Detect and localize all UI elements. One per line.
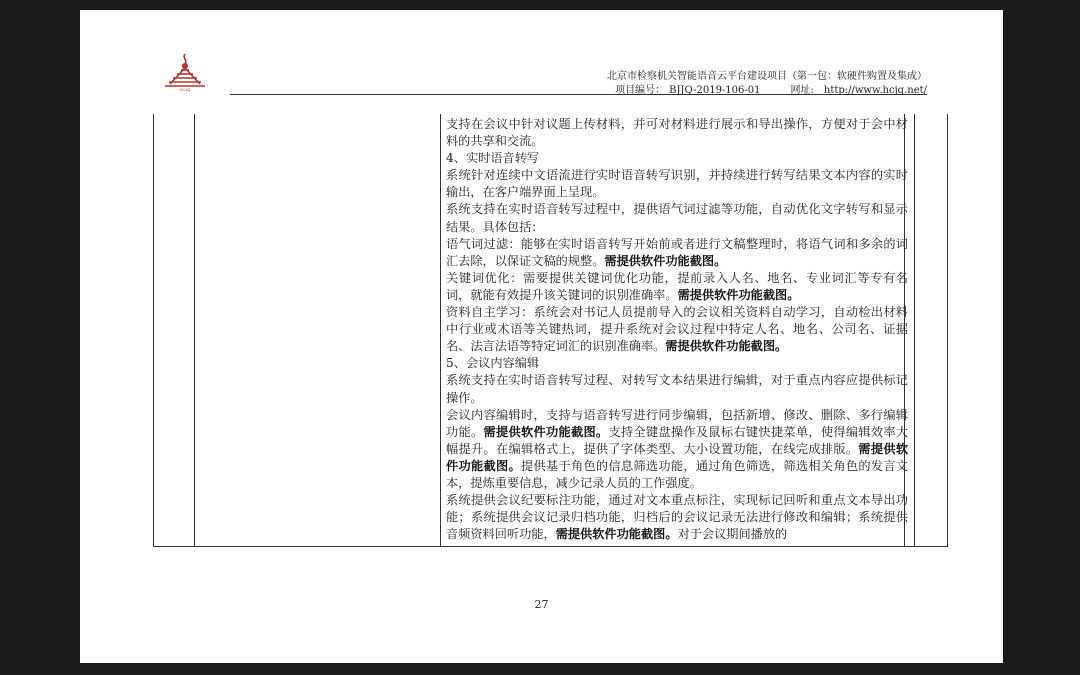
paragraph [446, 355, 908, 372]
paragraph-text: 会议内容编辑时，支持与语音转写进行同步编辑，包括新增、修改、删除、多行编辑功能。 [446, 407, 908, 439]
paragraph-text: 对于会议期间播放的 [677, 527, 788, 542]
table-column-divider [440, 114, 441, 546]
header-title: 北京市检察机关智能语音云平台建设项目（第一包：软硬件购置及集成） [607, 71, 927, 82]
paragraph [446, 372, 908, 406]
paragraph-text: 系统提供会议纪要标注功能，通过对文本重点标注，实现标记回听和重点文本导出功能；系统提供会议记录归档功能，归档后的会议记录无法进行修改和编辑；系统提供音频资料回听功能， [446, 493, 908, 542]
bold-requirement-note: 需提供软件功能截图。 [555, 527, 678, 542]
requirements-table [153, 114, 948, 547]
paragraph-text: 系统支持在实时语音转写过程、对转写文本结果进行编辑，对于重点内容应提供标记操作。 [446, 373, 908, 405]
header-rule [230, 94, 927, 95]
paragraph-text: 关键词优化：需要提供关键词优化功能，提前录入人名、地名、专业词汇等专有名词，就能有效提升该关键词的识别准确率。 [446, 270, 908, 302]
paragraph [446, 492, 908, 543]
paragraph [446, 167, 908, 201]
bold-requirement-note: 需提供软件功能截图。 [483, 424, 609, 439]
bold-requirement-note: 需提供软件功能截图。 [665, 339, 788, 354]
page-number: 27 [534, 598, 549, 611]
paragraph [446, 407, 908, 492]
paragraph-text: 5、会议内容编辑 [446, 356, 540, 371]
paragraph-text: 支持在会议中针对议题上传材料，并可对材料进行展示和导出操作，方便对于会中材料的共享和交流。 [446, 117, 908, 149]
paragraph [446, 116, 908, 150]
document-page [80, 10, 1003, 663]
hcjq-logo-icon [160, 50, 210, 92]
table-column-divider [194, 114, 195, 546]
paragraph-text: 支持全键盘操作及鼠标右键快捷菜单，使得编辑效率大幅提升。在编辑格式上，提供了字体类型、大小设置功能，在线完成排版。 [446, 424, 909, 456]
paragraph-text: 资料自主学习：系统会对书记人员提前导入的会议相关资料自动学习，自动检出材料中行业或术语等关键热词，提升系统对会议过程中特定人名、地名、公司名、证据名、法言法语等特定词汇的识别准确率。 [446, 305, 908, 354]
bold-requirement-note: 需提供软件功能截图。 [604, 253, 727, 268]
paragraph-text: 语气词过滤：能够在实时语音转写开始前或者进行文稿整理时，将语气词和多余的词汇去除，以保证文稿的规整。 [446, 236, 908, 268]
project-number: BJJQ-2019-106-01 [669, 85, 761, 96]
paragraph-text: 系统针对连续中文语流进行实时语音转写识别，并持续进行转写结果文本内容的实时输出，在客户端界面上呈现。 [446, 168, 908, 200]
paragraph [446, 150, 908, 167]
table-column-divider [914, 114, 915, 546]
paragraph-text: 系统支持在实时语音转写过程中，提供语气词过滤等功能，自动优化文字转写和显示结果。具体包括： [446, 202, 908, 234]
requirements-cell-text [446, 116, 908, 543]
bold-requirement-note: 需提供软件功能截图。 [446, 441, 909, 473]
paragraph [446, 201, 908, 235]
paragraph [446, 270, 908, 304]
svg-text:HCJQ: HCJQ [179, 87, 191, 92]
paragraph-text: 提供基于角色的信息筛选功能，通过角色筛选，筛选相关角色的发言文本，提炼重要信息，减少记录人员的工作强度。 [446, 458, 908, 490]
paragraph [446, 304, 908, 355]
website-label: 网址: [790, 85, 814, 96]
website-link[interactable]: http://www.hcjq.net/ [823, 85, 927, 96]
paragraph-text: 4、实时语音转写 [446, 151, 540, 166]
project-number-label: 项目编号： [615, 85, 666, 96]
paragraph [446, 236, 908, 270]
bold-requirement-note: 需提供软件功能截图。 [677, 287, 800, 302]
